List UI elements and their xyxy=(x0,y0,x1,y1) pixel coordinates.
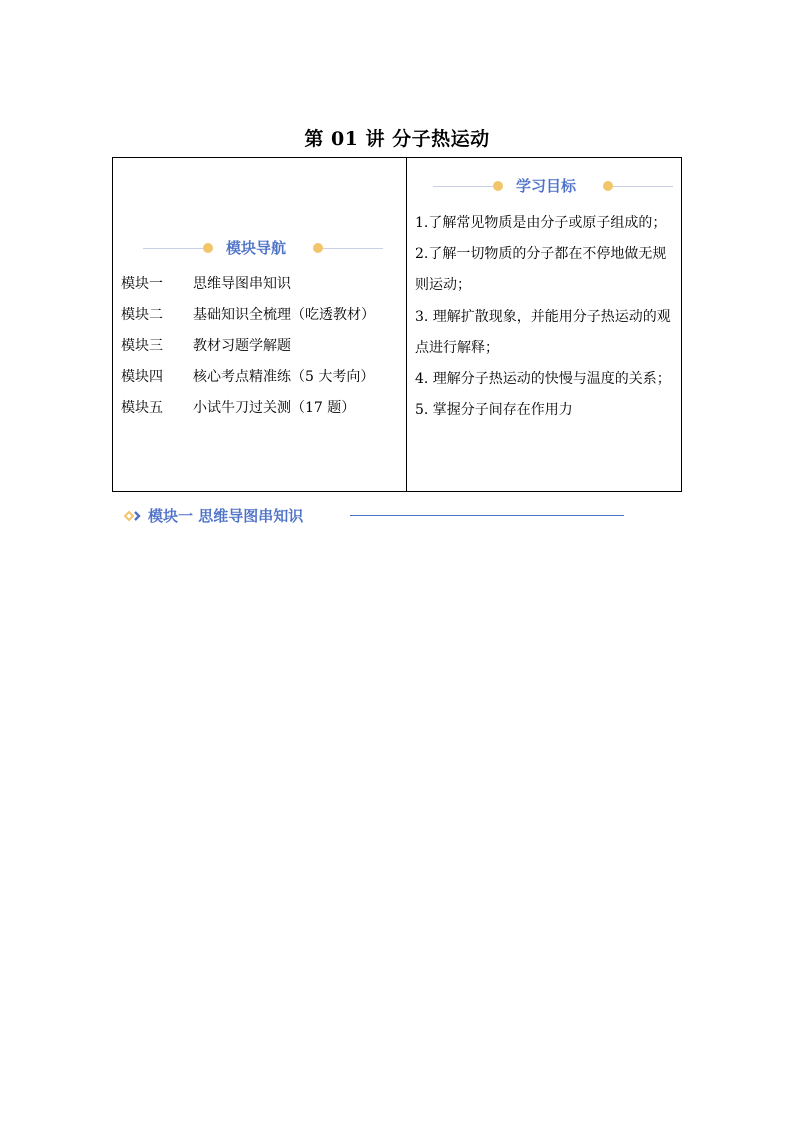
module-item[interactable] xyxy=(121,397,375,428)
module-item[interactable] xyxy=(121,273,375,304)
dot-icon xyxy=(603,181,613,191)
module-name: 核心考点精准练（5 大考向） xyxy=(193,369,375,385)
learning-goal-item: 2.了解一切物质的分子都在不停地做无规则运动； xyxy=(415,246,667,294)
section-divider xyxy=(350,515,624,516)
divider-line xyxy=(143,248,203,249)
learning-goal-item: 5. 掌握分子间存在作用力 xyxy=(415,402,573,419)
dot-icon xyxy=(203,243,213,253)
module-item[interactable] xyxy=(121,366,375,397)
module-number: 模块四 xyxy=(121,369,163,385)
module-nav-heading: 模块导航 xyxy=(226,239,287,257)
table-divider xyxy=(406,158,407,491)
module-name: 基础知识全梳理（吃透教材） xyxy=(193,307,375,323)
module-number: 模块五 xyxy=(121,400,163,416)
diamond-arrow-icon xyxy=(124,509,144,523)
learning-goals-list xyxy=(415,208,677,426)
learning-goals-header xyxy=(433,176,673,196)
module-item[interactable] xyxy=(121,335,375,366)
overview-table xyxy=(112,157,682,492)
section-title: 模块一 思维导图串知识 xyxy=(148,507,304,525)
module-number: 模块三 xyxy=(121,338,163,354)
module-name: 小试牛刀过关测（17 题） xyxy=(193,400,356,416)
page-title: 第 01 讲 分子热运动 xyxy=(304,128,490,150)
module-nav-header xyxy=(143,238,383,258)
learning-goal-item: 3. 理解扩散现象，并能用分子热运动的观点进行解释； xyxy=(415,308,671,356)
module-list xyxy=(121,273,375,428)
learning-goals-heading: 学习目标 xyxy=(516,177,577,195)
dot-icon xyxy=(313,243,323,253)
section-header xyxy=(124,505,624,527)
divider-line xyxy=(613,186,673,187)
dot-icon xyxy=(493,181,503,191)
learning-goal-item: 4. 理解分子热运动的快慢与温度的关系； xyxy=(415,371,671,388)
divider-line xyxy=(323,248,383,249)
module-item[interactable] xyxy=(121,304,375,335)
module-name: 思维导图串知识 xyxy=(193,276,291,292)
divider-line xyxy=(433,186,493,187)
module-name: 教材习题学解题 xyxy=(193,338,291,354)
module-number: 模块一 xyxy=(121,276,163,292)
module-number: 模块二 xyxy=(121,307,163,323)
learning-goal-item: 1.了解常见物质是由分子或原子组成的； xyxy=(415,215,667,231)
